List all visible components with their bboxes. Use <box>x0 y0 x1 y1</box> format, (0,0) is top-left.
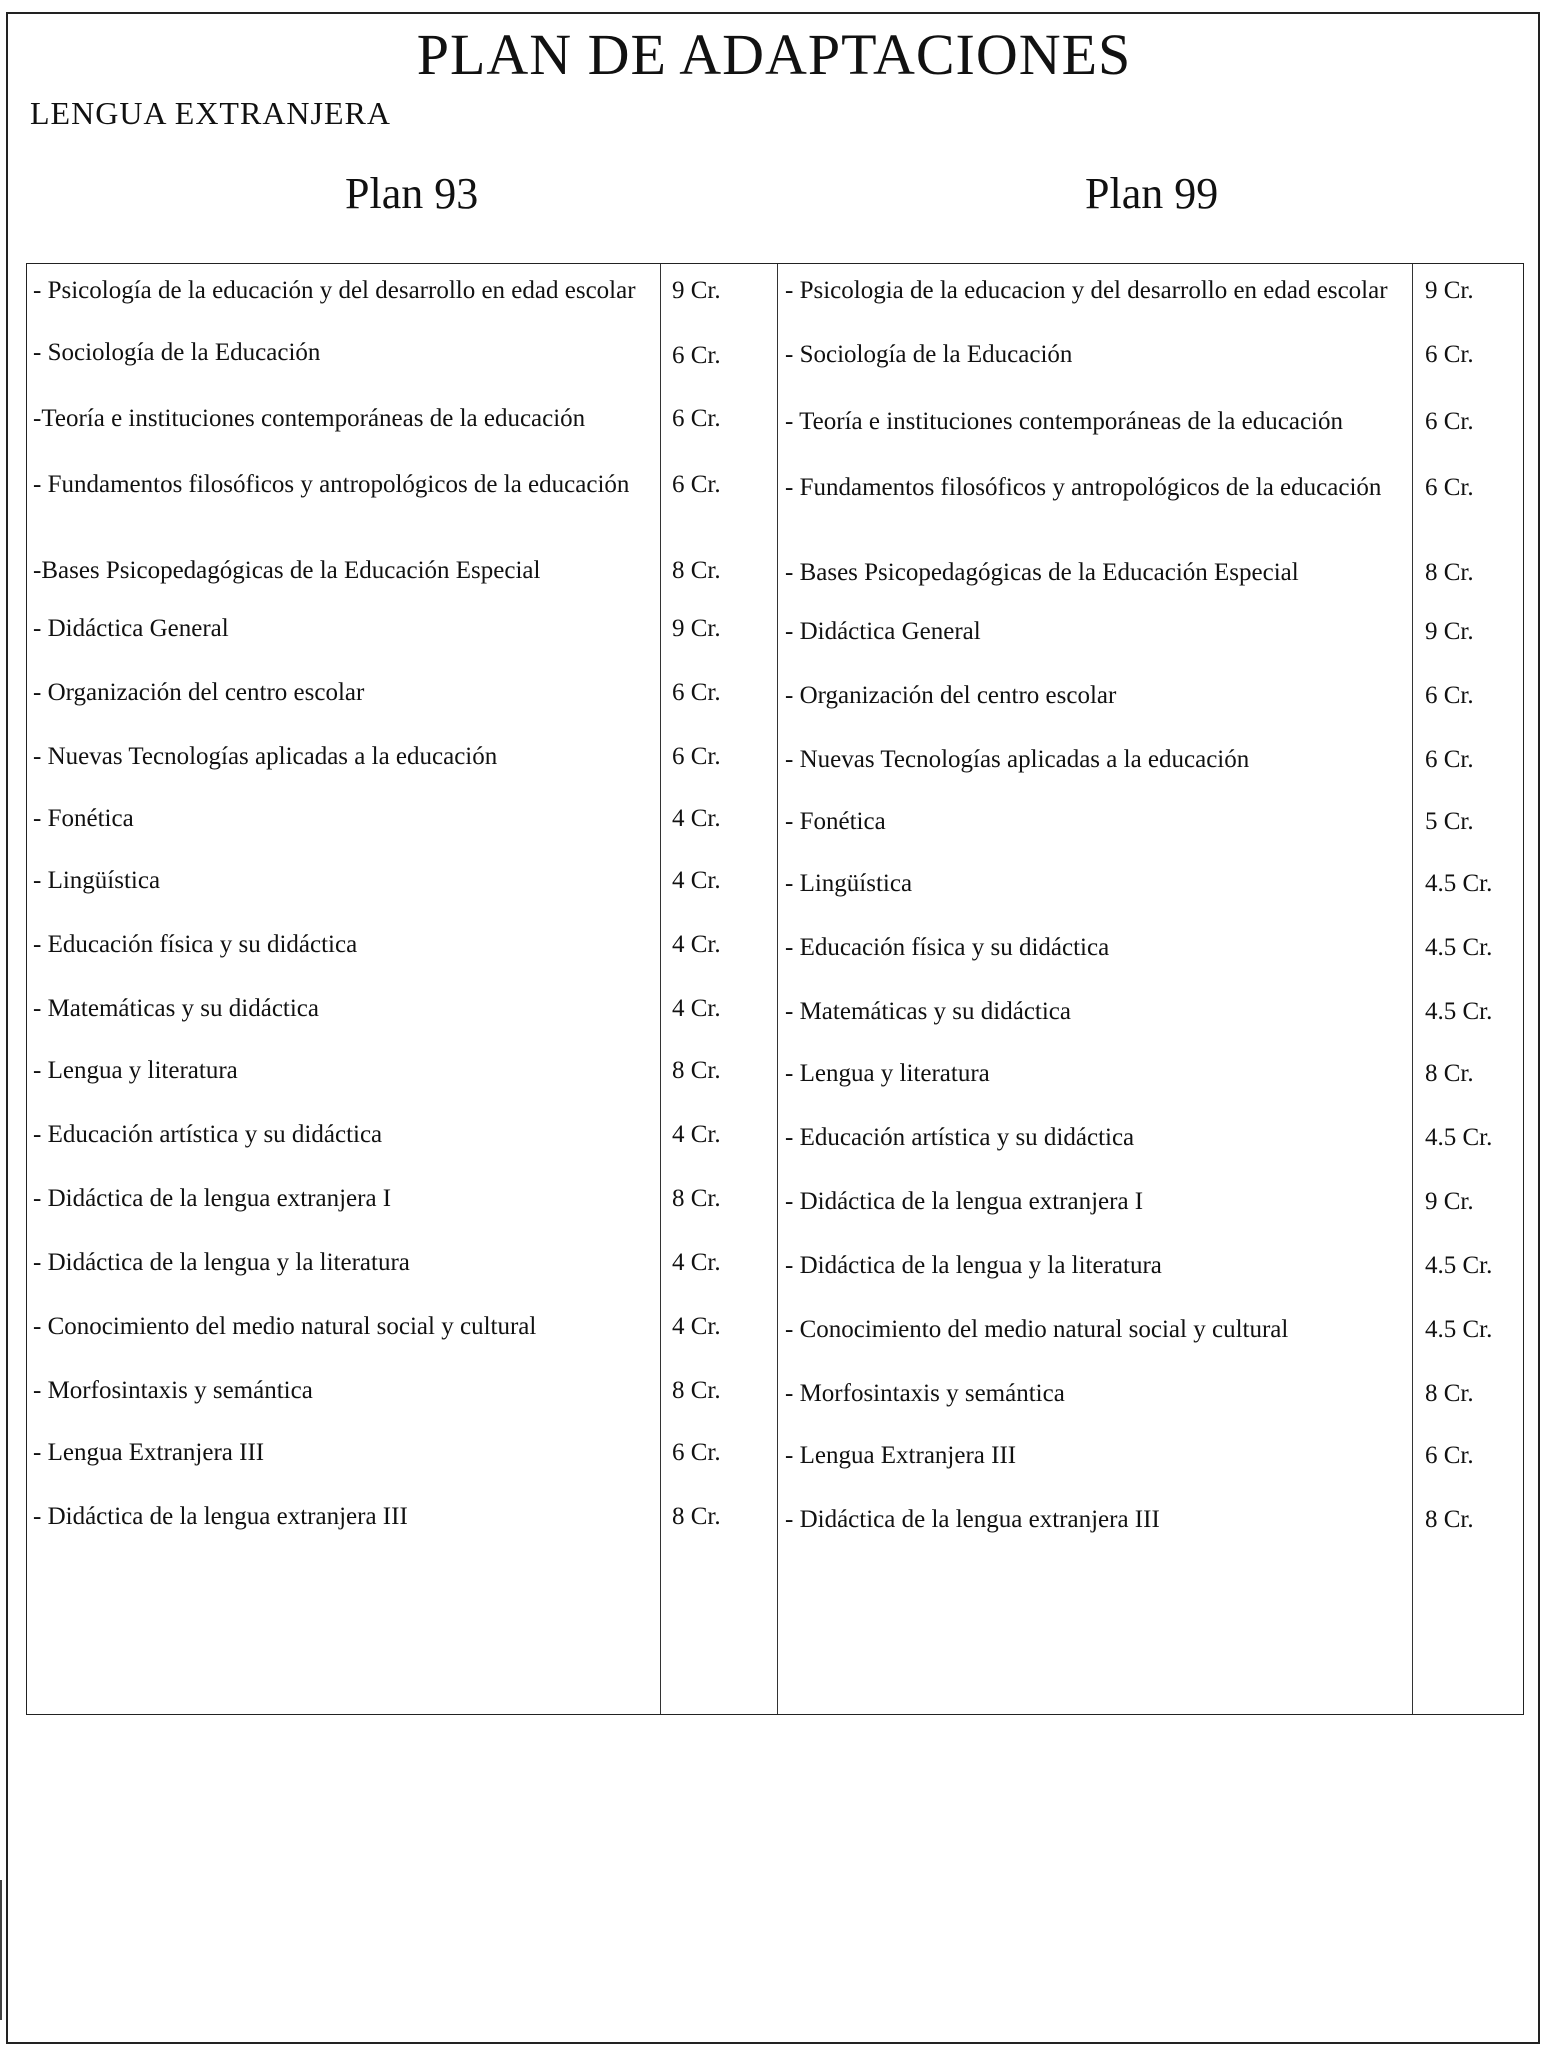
plan-99-credits: 4.5 Cr. <box>1425 998 1493 1025</box>
plan-93-credits: 4 Cr. <box>672 1313 721 1340</box>
plan-99-subject: - Psicologia de la educacion y del desarrollo en edad escolar <box>785 277 1388 304</box>
plan-93-subject: -Bases Psicopedagógicas de la Educación Especial <box>33 557 541 584</box>
plan-93-credits: 6 Cr. <box>672 679 721 706</box>
plan-99-subject: - Educación artística y su didáctica <box>785 1124 1135 1151</box>
plan-93-subject: - Fundamentos filosóficos y antropológicos de la educación <box>33 471 630 498</box>
plan-99-credits: 4.5 Cr. <box>1425 1316 1493 1343</box>
extra-credit-value: 6 Cr. <box>672 342 721 369</box>
plan-99-subject: - Didáctica de la lengua extranjera I <box>785 1188 1144 1215</box>
column-divider <box>660 264 661 1714</box>
plan-99-subject: - Sociología de la Educación <box>785 341 1073 368</box>
plan-93-subject: - Nuevas Tecnologías aplicadas a la educación <box>33 743 498 770</box>
plan-99-subject: - Conocimiento del medio natural social y cultural <box>785 1316 1289 1343</box>
plan-99-subject: - Matemáticas y su didáctica <box>785 998 1071 1025</box>
plan-93-subject: - Didáctica de la lengua y la literatura <box>33 1249 410 1276</box>
plan-99-credits: 9 Cr. <box>1425 277 1474 304</box>
plan-99-subject: - Organización del centro escolar <box>785 682 1117 709</box>
plan-99-credits: 8 Cr. <box>1425 1506 1474 1533</box>
plan-93-subject: - Educación artística y su didáctica <box>33 1121 383 1148</box>
plan-99-subject: - Teoría e instituciones contemporáneas de la educación <box>785 408 1343 435</box>
plan-99-credits: 6 Cr. <box>1425 1442 1474 1469</box>
plan-93-credits: 6 Cr. <box>672 1439 721 1466</box>
plan-93-heading: Plan 93 <box>345 169 479 218</box>
page-title: PLAN DE ADAPTACIONES <box>416 22 1132 87</box>
plan-93-credits: 4 Cr. <box>672 1121 721 1148</box>
plan-93-subject: - Fonética <box>33 805 134 832</box>
plan-99-subject: - Lengua y literatura <box>785 1060 990 1087</box>
plan-99-subject: - Fonética <box>785 808 886 835</box>
plan-99-credits: 4.5 Cr. <box>1425 870 1493 897</box>
plan-93-credits: 8 Cr. <box>672 557 721 584</box>
plan-93-credits: 4 Cr. <box>672 1249 721 1276</box>
plan-99-credits: 6 Cr. <box>1425 682 1474 709</box>
plan-93-credits: 8 Cr. <box>672 1377 721 1404</box>
plan-99-credits: 6 Cr. <box>1425 746 1474 773</box>
plan-93-subject: - Didáctica de la lengua extranjera I <box>33 1185 392 1212</box>
plan-99-subject: - Fundamentos filosóficos y antropológicos de la educación <box>785 474 1382 501</box>
plan-93-subject: - Lengua y literatura <box>33 1057 238 1084</box>
plan-93-subject: - Didáctica General <box>33 615 229 642</box>
plan-99-subject: - Bases Psicopedagógicas de la Educación Especial <box>785 559 1299 586</box>
plan-99-subject: - Educación física y su didáctica <box>785 934 1110 961</box>
column-divider <box>777 264 778 1714</box>
plan-93-subject: - Lingüística <box>33 867 161 894</box>
plan-99-heading: Plan 99 <box>1085 169 1219 218</box>
plan-99-credits: 9 Cr. <box>1425 1188 1474 1215</box>
plan-93-subject: - Conocimiento del medio natural social y cultural <box>33 1313 537 1340</box>
plan-93-credits: 6 Cr. <box>672 743 721 770</box>
plan-99-subject: - Lengua Extranjera III <box>785 1442 1017 1469</box>
plan-99-credits: 6 Cr. <box>1425 341 1474 368</box>
plan-93-credits: 6 Cr. <box>672 405 721 432</box>
page-subtitle: LENGUA EXTRANJERA <box>30 95 391 131</box>
plan-99-credits: 4.5 Cr. <box>1425 1252 1493 1279</box>
adaptation-table <box>26 263 1524 1715</box>
plan-93-subject: - Organización del centro escolar <box>33 679 365 706</box>
plan-93-credits: 4 Cr. <box>672 931 721 958</box>
plan-93-subject: - Didáctica de la lengua extranjera III <box>33 1503 408 1530</box>
scan-edge-line <box>0 1880 2 2020</box>
plan-99-subject: - Lingüística <box>785 870 913 897</box>
plan-93-subject: - Psicología de la educación y del desarrollo en edad escolar <box>33 277 636 304</box>
plan-93-subject: - Sociología de la Educación <box>33 339 321 366</box>
plan-99-credits: 8 Cr. <box>1425 1380 1474 1407</box>
plan-99-credits: 6 Cr. <box>1425 474 1474 501</box>
plan-99-credits: 4.5 Cr. <box>1425 934 1493 961</box>
plan-99-credits: 5 Cr. <box>1425 808 1474 835</box>
plan-99-subject: - Morfosintaxis y semántica <box>785 1380 1065 1407</box>
plan-99-subject: - Nuevas Tecnologías aplicadas a la educación <box>785 746 1250 773</box>
plan-99-credits: 9 Cr. <box>1425 618 1474 645</box>
column-divider <box>1412 264 1413 1714</box>
plan-99-credits: 6 Cr. <box>1425 408 1474 435</box>
plan-93-credits: 4 Cr. <box>672 867 721 894</box>
plan-99-subject: - Didáctica General <box>785 618 981 645</box>
plan-93-subject: - Educación física y su didáctica <box>33 931 358 958</box>
plan-93-credits: 4 Cr. <box>672 805 721 832</box>
plan-93-credits: 4 Cr. <box>672 995 721 1022</box>
plan-93-credits: 8 Cr. <box>672 1503 721 1530</box>
plan-93-subject: - Matemáticas y su didáctica <box>33 995 319 1022</box>
plan-99-credits: 4.5 Cr. <box>1425 1124 1493 1151</box>
plan-99-credits: 8 Cr. <box>1425 559 1474 586</box>
plan-93-credits: 8 Cr. <box>672 1057 721 1084</box>
plan-93-credits: 9 Cr. <box>672 615 721 642</box>
plan-99-credits: 8 Cr. <box>1425 1060 1474 1087</box>
plan-93-subject: - Lengua Extranjera III <box>33 1439 265 1466</box>
plan-93-subject: - Morfosintaxis y semántica <box>33 1377 313 1404</box>
plan-93-credits: 9 Cr. <box>672 277 721 304</box>
plan-93-credits: 6 Cr. <box>672 471 721 498</box>
plan-99-subject: - Didáctica de la lengua extranjera III <box>785 1506 1160 1533</box>
plan-93-credits: 8 Cr. <box>672 1185 721 1212</box>
plan-99-subject: - Didáctica de la lengua y la literatura <box>785 1252 1162 1279</box>
plan-93-subject: -Teoría e instituciones contemporáneas de la educación <box>33 405 586 432</box>
